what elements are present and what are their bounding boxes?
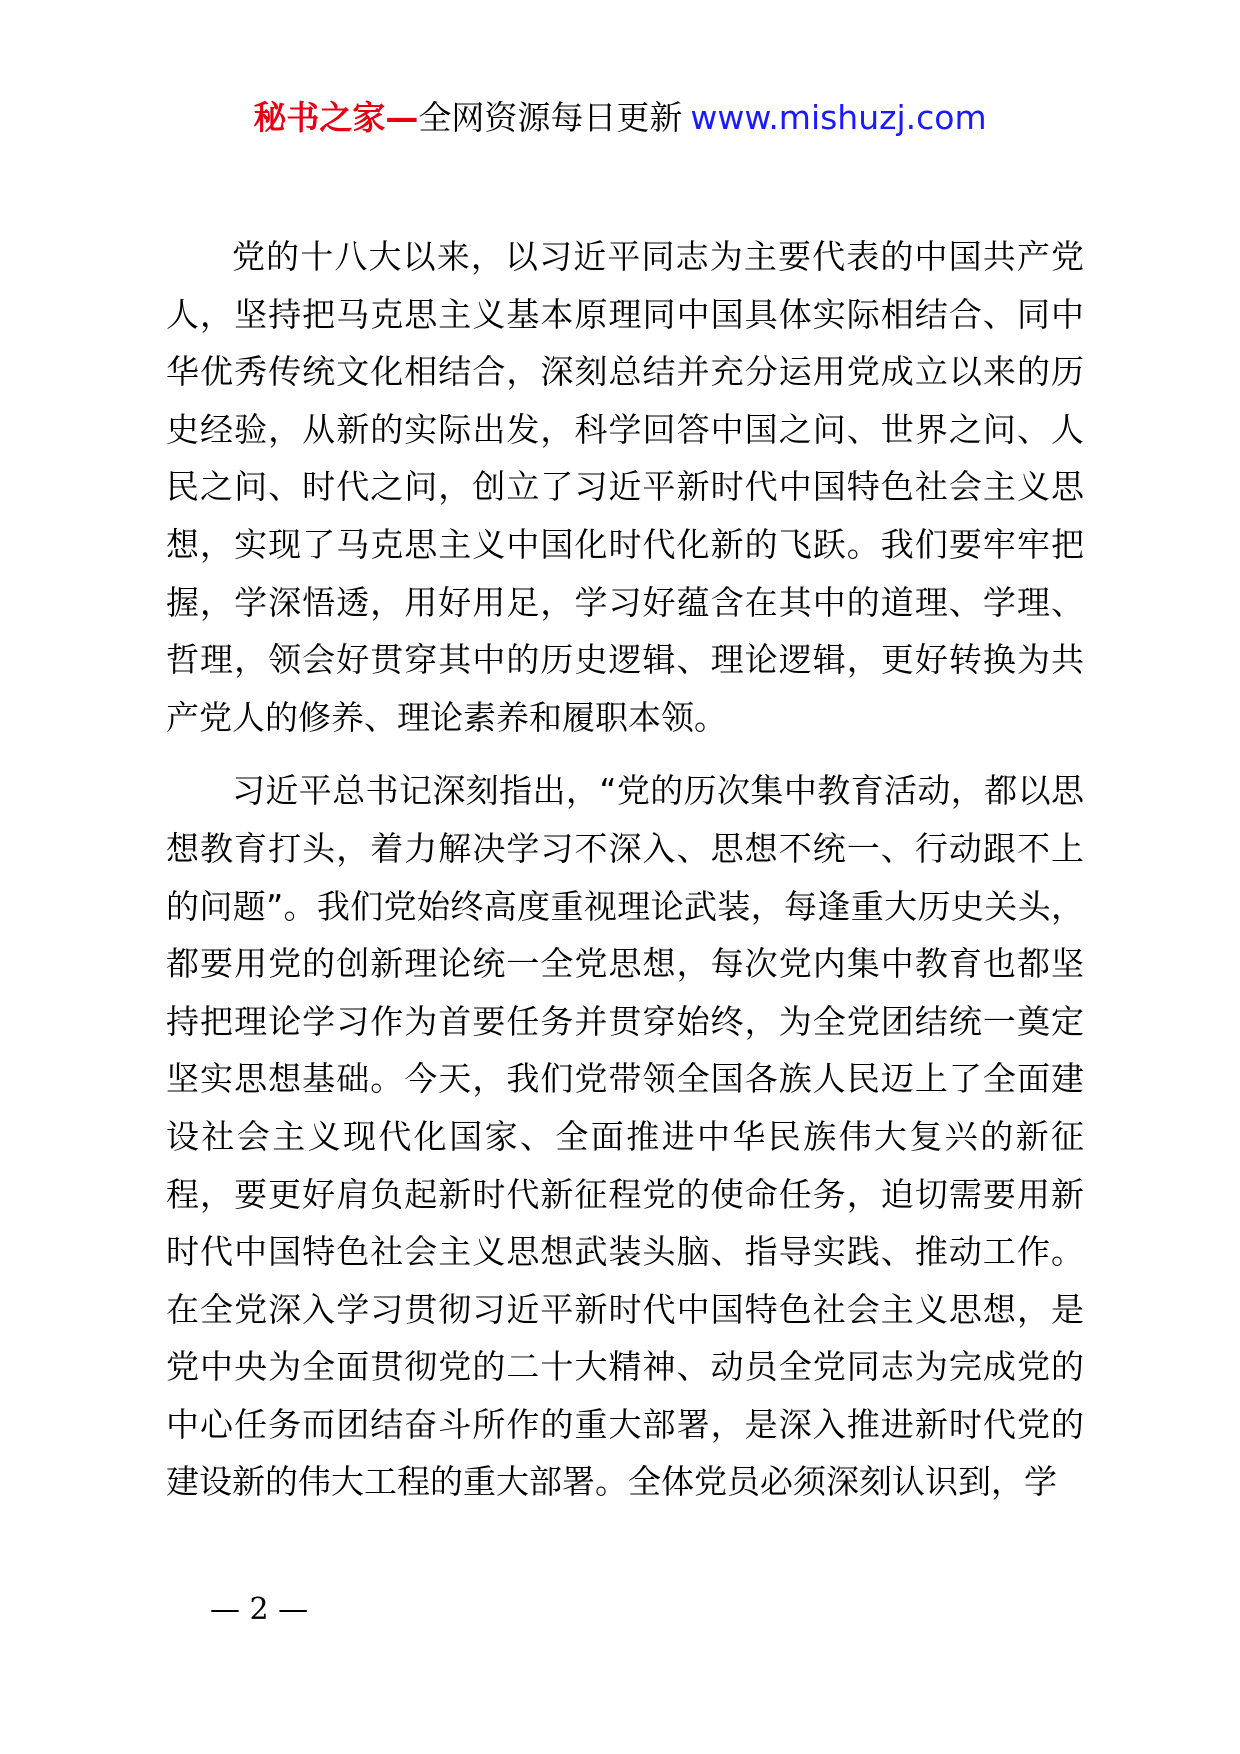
- header-dash: —: [385, 98, 419, 137]
- site-header: [0, 98, 1240, 138]
- page-number: — 2 —: [210, 1592, 309, 1627]
- site-tagline: 全网资源每日更新: [418, 98, 683, 137]
- site-brand: 秘书之家: [253, 98, 386, 137]
- body-paragraph-2: 习近平总书记深刻指出，“党的历次集中教育活动，都以思想教育打头，着力解决学习不深入、思想不统一、行动跟不上的问题”。我们党始终高度重视理论武装，每逢重大历史关头，都要用党的创新理论统一全党思想，每次党内集中教育也都坚持把理论学习作为首要任务并贯穿始终，为全党团结统一奠定坚实思想基础。今天，我们党带领全国各族人民迈上了全面建设社会主义现代化国家、全面推进中华民族伟大复兴的新征程，要更好肩负起新时代新征程党的使命任务，迫切需要用新时代中国特色社会主义思想武装头脑、指导实践、推动工作。在全党深入学习贯彻习近平新时代中国特色社会主义思想，是党中央为全面贯彻党的二十大精神、动员全党同志为完成党的中心任务而团结奋斗所作的重大部署，是深入推进新时代党的建设新的伟大工程的重大部署。全体党员必须深刻认识到，学: [166, 771, 1084, 1502]
- body-paragraph-1: 党的十八大以来，以习近平同志为主要代表的中国共产党人，坚持把马克思主义基本原理同中国具体实际相结合、同中华优秀传统文化相结合，深刻总结并充分运用党成立以来的历史经验，从新的实际出发，科学回答中国之问、世界之问、人民之问、时代之问，创立了习近平新时代中国特色社会主义思想，实现了马克思主义中国化时代化新的飞跃。我们要牢牢把握，学深悟透，用好用足，学习好蕴含在其中的道理、学理、哲理，领会好贯穿其中的历史逻辑、理论逻辑，更好转换为共产党人的修养、理论素养和履职本领。: [166, 237, 1084, 737]
- document-body: [166, 228, 1084, 1511]
- site-url-link[interactable]: www.mishuzj.com: [690, 98, 987, 137]
